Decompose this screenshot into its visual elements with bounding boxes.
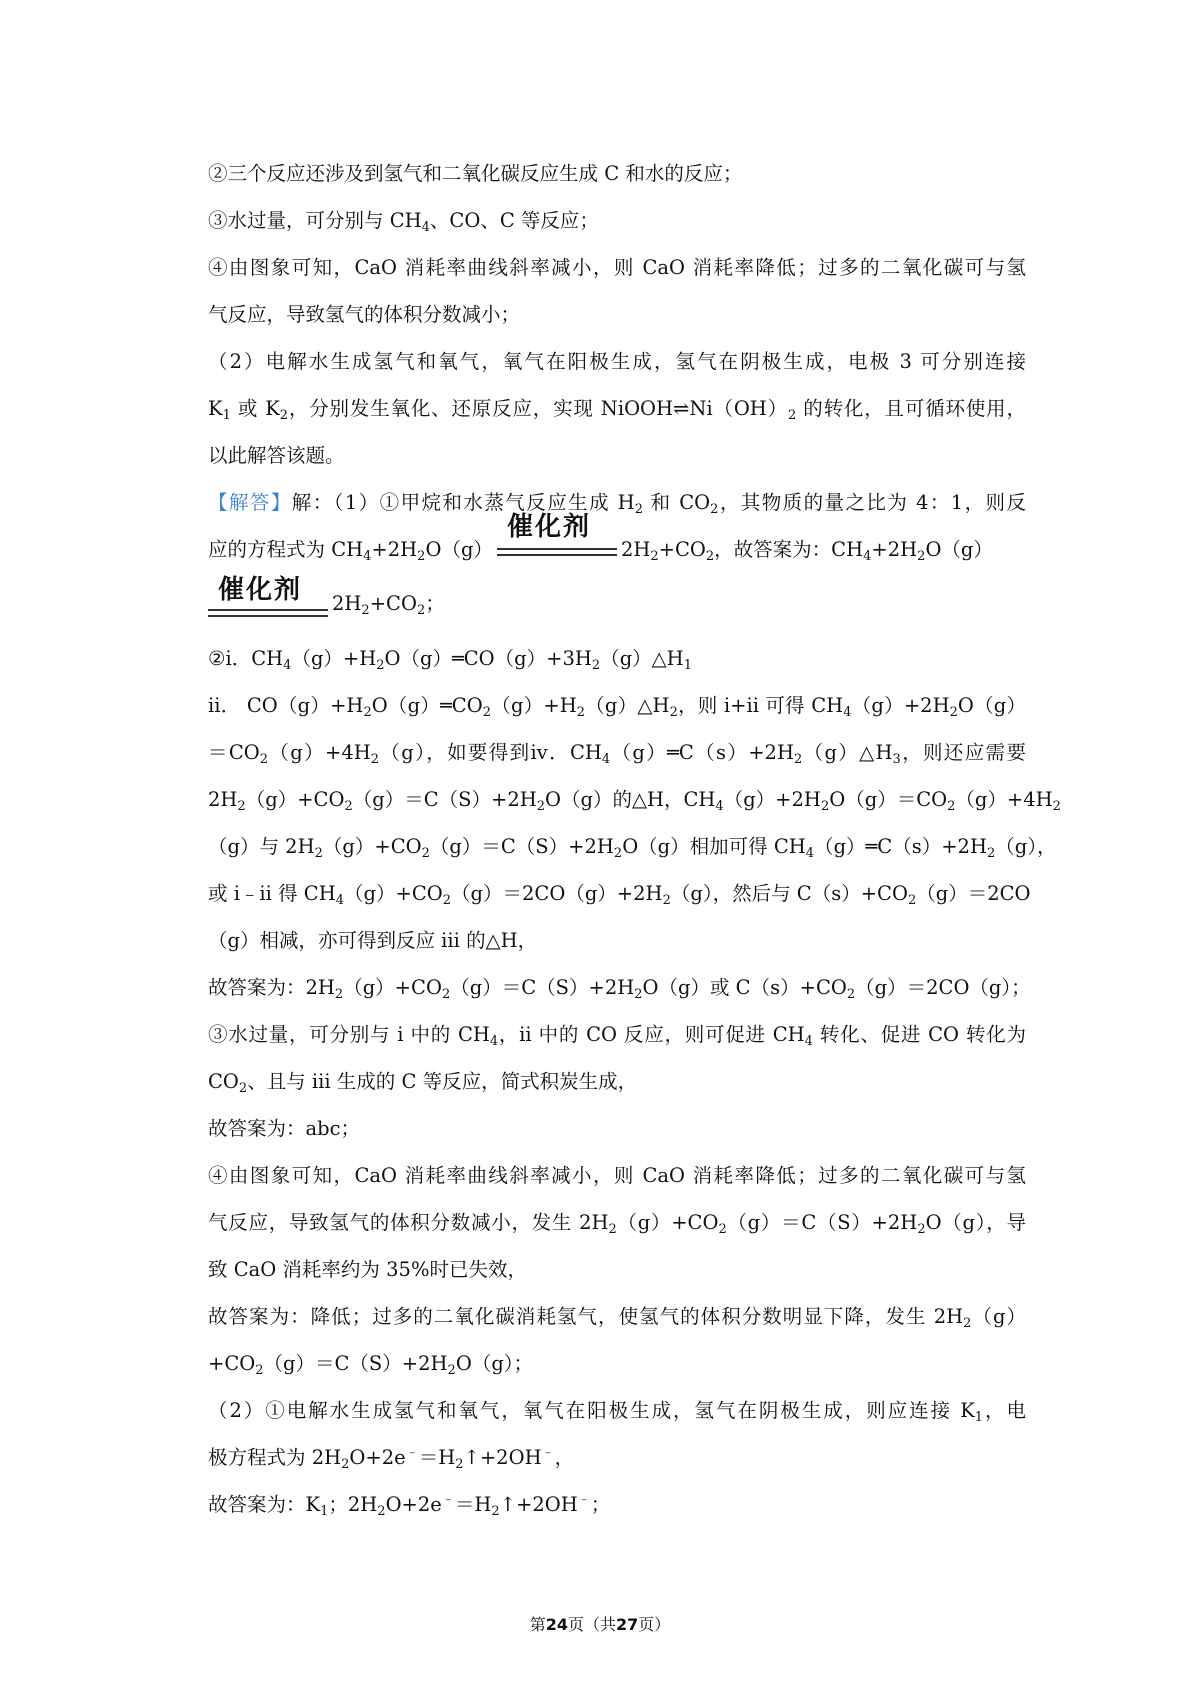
subscript: 2 <box>259 752 269 767</box>
text: （g） <box>971 1305 1026 1328</box>
subscript: 2 <box>1052 799 1061 814</box>
text: ②三个反应还涉及到氢气和二氧化碳反应生成 C 和水的反应； <box>208 162 743 185</box>
text: 2H <box>620 538 651 561</box>
text: （g）+H <box>291 647 377 670</box>
text-line <box>208 197 1026 244</box>
text: ，则还应需要 <box>900 741 1026 764</box>
text: （g）+2H <box>851 694 950 717</box>
text: 和 CO <box>642 491 711 514</box>
text: （g）＝C（S）+2H <box>352 788 537 811</box>
subscript: 2 <box>370 752 380 767</box>
text: O（g）＝CO <box>829 788 948 811</box>
text: O（g）或 C（s）+CO <box>642 976 847 999</box>
text: 故答案为：abc； <box>208 1117 361 1140</box>
text: （g）+H <box>491 694 577 717</box>
subscript: 4 <box>805 846 815 861</box>
text: （g）△H <box>802 741 893 764</box>
text-line <box>208 1340 1026 1387</box>
text: ，ii 中的 CO 反应，则可促进 CH <box>498 1023 805 1046</box>
text: ④由图象可知，CaO 消耗率曲线斜率减小，则 CaO 消耗率降低；过多的二氧化碳可与氢 <box>208 256 1026 279</box>
text: 极方程式为 2H <box>208 1446 342 1469</box>
text-line <box>208 776 1061 823</box>
subscript: 2 <box>491 1504 500 1519</box>
equals-bar <box>208 609 328 617</box>
text: 的转化，且可循环使用， <box>796 397 1026 420</box>
subscript: 2 <box>846 987 856 1002</box>
text: ，其物质的量之比为 4：1，则反 <box>718 491 1026 514</box>
subscript: 4 <box>843 705 852 720</box>
subscript: 1 <box>974 1410 984 1425</box>
text-line <box>208 1199 1026 1246</box>
answer-heading-line <box>208 479 1026 526</box>
text: （g）═C（s）+2H <box>610 741 794 764</box>
subscript: 2 <box>613 846 623 861</box>
subscript: 2 <box>718 1222 727 1237</box>
text-line <box>208 385 1026 432</box>
subscript: 2 <box>482 705 491 720</box>
text: 或 i﹣ii 得 CH <box>208 882 336 905</box>
catalyst-arrow <box>497 512 617 573</box>
equals-bar <box>497 548 617 556</box>
text: （g）相减，亦可得到反应 iii 的△H， <box>208 929 538 952</box>
text: ③水过量，可分别与 CH <box>208 209 422 232</box>
text: +CO <box>208 1352 256 1375</box>
text: O（g）的△H，CH <box>545 788 716 811</box>
text: 气反应，导致氢气的体积分数减小； <box>208 303 521 326</box>
subscript: 2 <box>947 799 956 814</box>
text: 、CO、C 等反应； <box>429 209 599 232</box>
superscript: ﹣ <box>577 1492 591 1507</box>
subscript: 2 <box>279 408 289 423</box>
text-line <box>208 338 1026 385</box>
text: （g）+CO <box>616 1211 719 1234</box>
total-pages: 27 <box>616 1615 639 1634</box>
text: +2H <box>371 538 418 561</box>
text: （g）＝C（S）+2H <box>450 976 635 999</box>
footer-text: 页） <box>638 1615 671 1634</box>
subscript: 1 <box>320 1504 329 1519</box>
text: 、且与 iii 生成的 C 等反应，简式积炭生成， <box>247 1070 638 1093</box>
text: O+2e <box>385 1493 442 1516</box>
text: 2H <box>208 788 238 811</box>
text: ↑+2OH <box>499 1493 578 1516</box>
subscript: 2 <box>608 1222 617 1237</box>
text: 以此解答该题。 <box>208 444 345 467</box>
subscript: 2 <box>949 705 958 720</box>
subscript: 2 <box>255 1363 264 1378</box>
subscript: 2 <box>793 752 803 767</box>
subscript: 2 <box>441 987 451 1002</box>
text: ④由图象可知，CaO 消耗率曲线斜率减小，则 CaO 消耗率降低；过多的二氧化碳可与氢 <box>208 1164 1026 1187</box>
text: ； <box>425 592 445 615</box>
subscript: 2 <box>650 549 659 564</box>
equation-line <box>208 512 1026 573</box>
text: +CO <box>658 538 706 561</box>
subscript: 2 <box>917 1222 926 1237</box>
text-line <box>208 1246 1026 1293</box>
text: 故答案为：降低；过多的二氧化碳消耗氢气，使氢气的体积分数明显下降，发生 2H <box>208 1305 964 1328</box>
subscript: 2 <box>591 658 601 673</box>
text-line <box>208 1434 1026 1481</box>
subscript: 2 <box>634 987 643 1002</box>
text-line <box>208 291 1026 338</box>
text: ③水过量，可分别与 i 中的 CH <box>208 1023 490 1046</box>
subscript: 2 <box>710 502 719 517</box>
text: （g）＝2CO（g）+2H <box>451 882 663 905</box>
subscript: 1 <box>683 658 692 673</box>
text: ，则 i+ii 可得 CH <box>677 694 844 717</box>
text: 解：（1）①甲烷和水蒸气反应生成 H <box>291 491 635 514</box>
subscript: 4 <box>863 549 872 564</box>
text: （g）+CO <box>245 788 345 811</box>
text: ⅱ． CO（g）+H <box>208 694 364 717</box>
subscript: 4 <box>489 1034 499 1049</box>
subscript: 2 <box>376 658 385 673</box>
catalyst-label: 催化剂 <box>506 512 591 542</box>
subscript: 2 <box>237 799 246 814</box>
text: O+2e <box>349 1446 406 1469</box>
text: （g）+CO <box>344 882 443 905</box>
page-number: 24 <box>545 1615 568 1634</box>
text: （g）＝2CO（g）； <box>855 976 1031 999</box>
answer-tag: 【解答】 <box>208 491 292 514</box>
text: O（g），导 <box>925 1211 1026 1234</box>
text: （2）电解水生成氢气和氧气，氧气在阳极生成，氢气在阴极生成，电极 3 可分别连接 <box>208 350 1026 373</box>
text: 故答案为：2H <box>208 976 335 999</box>
subscript: 2 <box>363 705 372 720</box>
text: O（g） <box>425 538 493 561</box>
superscript: ﹣ <box>441 1492 455 1507</box>
subscript: 2 <box>662 893 671 908</box>
text: +2H <box>871 538 918 561</box>
text-line <box>208 682 1026 729</box>
text-line <box>208 1481 1026 1528</box>
text: （g）+4H <box>955 788 1053 811</box>
subscript: 2 <box>820 799 830 814</box>
text: （g）＝2CO <box>916 882 1031 905</box>
superscript: ﹣ <box>405 1445 419 1460</box>
text-line <box>208 1387 1026 1434</box>
text: （g），如要得到ⅳ．CH <box>379 741 602 764</box>
text: 2H <box>332 592 362 615</box>
subscript: 2 <box>377 1504 386 1519</box>
text: （g）+CO <box>322 835 422 858</box>
text-line <box>208 1011 1026 1058</box>
subscript: 2 <box>907 893 917 908</box>
text: +CO <box>369 592 417 615</box>
equation-line <box>208 573 1026 635</box>
text: ②ⅰ．CH <box>208 647 284 670</box>
subscript: 2 <box>986 846 996 861</box>
subscript: 1 <box>222 408 231 423</box>
subscript: 3 <box>892 752 901 767</box>
text: 气反应，导致氢气的体积分数减小，发生 2H <box>208 1211 609 1234</box>
superscript: ﹣ <box>541 1445 555 1460</box>
text-line <box>208 1293 1026 1340</box>
subscript: 2 <box>344 799 353 814</box>
subscript: 2 <box>334 987 344 1002</box>
subscript: 4 <box>283 658 292 673</box>
subscript: 4 <box>715 799 724 814</box>
text-line <box>208 1105 1026 1152</box>
subscript: 2 <box>917 549 926 564</box>
text: （g）+4H <box>268 741 371 764</box>
subscript: 4 <box>421 220 430 235</box>
text: ，电 <box>983 1399 1026 1422</box>
text-line <box>208 964 1031 1011</box>
text: （g）═C（s）+2H <box>814 835 987 858</box>
text: O（g） <box>925 538 993 561</box>
subscript: 2 <box>442 893 452 908</box>
text: （2）①电解水生成氢气和氧气，氧气在阳极生成，氢气在阴极生成，则应连接 K <box>208 1399 975 1422</box>
text: O（g）相加可得 CH <box>622 835 806 858</box>
text-line <box>208 917 1026 964</box>
text: ；2H <box>328 1493 378 1516</box>
subscript: 2 <box>314 846 323 861</box>
text: ＝H <box>454 1493 492 1516</box>
subscript: 2 <box>421 846 430 861</box>
text: （g）与 2H <box>208 835 315 858</box>
subscript: 2 <box>417 549 426 564</box>
text: 应的方程式为 CH <box>208 538 364 561</box>
text-line <box>208 244 1026 291</box>
text: 转化、促进 CO 转化为 <box>812 1023 1026 1046</box>
text: ↑+2OH <box>463 1446 542 1469</box>
text-line <box>208 1058 1026 1105</box>
subscript: 2 <box>536 799 546 814</box>
text-line <box>208 870 1031 917</box>
catalyst-arrow <box>208 573 328 635</box>
text: ＝H <box>418 1446 456 1469</box>
subscript: 4 <box>804 1034 813 1049</box>
text: ， <box>554 1446 575 1469</box>
text: ，故答案为：CH <box>714 538 864 561</box>
subscript: 4 <box>601 752 611 767</box>
text: O（g）； <box>455 1352 534 1375</box>
text: 或 K <box>230 397 280 420</box>
text-line <box>208 729 1026 776</box>
subscript: 2 <box>705 549 715 564</box>
text: （g）+2H <box>723 788 821 811</box>
text: O（g）═CO <box>371 694 483 717</box>
subscript: 4 <box>363 549 372 564</box>
page-footer <box>0 1612 1200 1635</box>
text: ； <box>590 1493 611 1516</box>
footer-text: 页（共 <box>567 1615 616 1634</box>
text: ，分别发生氧化、还原反应，实现 NiOOH⇌Ni（OH） <box>288 397 788 420</box>
text-line <box>208 150 1026 197</box>
text: 致 CaO 消耗率约为 35%时已失效， <box>208 1258 527 1281</box>
text: （g）+CO <box>343 976 442 999</box>
text: 故答案为：K <box>208 1493 321 1516</box>
text-line <box>208 1152 1026 1199</box>
subscript: 2 <box>361 603 370 618</box>
subscript: 2 <box>787 408 797 423</box>
catalyst-label: 催化剂 <box>218 575 303 605</box>
text: （g），然后与 C（s）+CO <box>670 882 908 905</box>
subscript: 2 <box>576 705 585 720</box>
text: （g）＝C（S）+2H <box>429 835 614 858</box>
text-line <box>208 432 1026 479</box>
subscript: 2 <box>238 1081 248 1096</box>
text: （g）△H <box>584 694 670 717</box>
text: K <box>208 397 223 420</box>
subscript: 2 <box>341 1457 350 1472</box>
subscript: 2 <box>669 705 678 720</box>
subscript: 2 <box>963 1316 972 1331</box>
page-content <box>208 150 1061 1528</box>
text-line <box>208 823 1057 870</box>
text: （g）， <box>995 835 1057 858</box>
text: （g）＝C（S）+2H <box>263 1352 448 1375</box>
text: （g）△H <box>600 647 684 670</box>
text: O（g） <box>957 694 1026 717</box>
text-line <box>208 635 1026 682</box>
text: CO <box>208 1070 239 1093</box>
subscript: 2 <box>634 502 643 517</box>
subscript: 2 <box>455 1457 464 1472</box>
subscript: 4 <box>335 893 345 908</box>
text: O（g）═CO（g）+3H <box>384 647 592 670</box>
footer-text: 第 <box>529 1615 546 1634</box>
text: ＝CO <box>208 741 260 764</box>
subscript: 2 <box>447 1363 456 1378</box>
text: （g）＝C（S）+2H <box>726 1211 918 1234</box>
subscript: 2 <box>416 603 426 618</box>
